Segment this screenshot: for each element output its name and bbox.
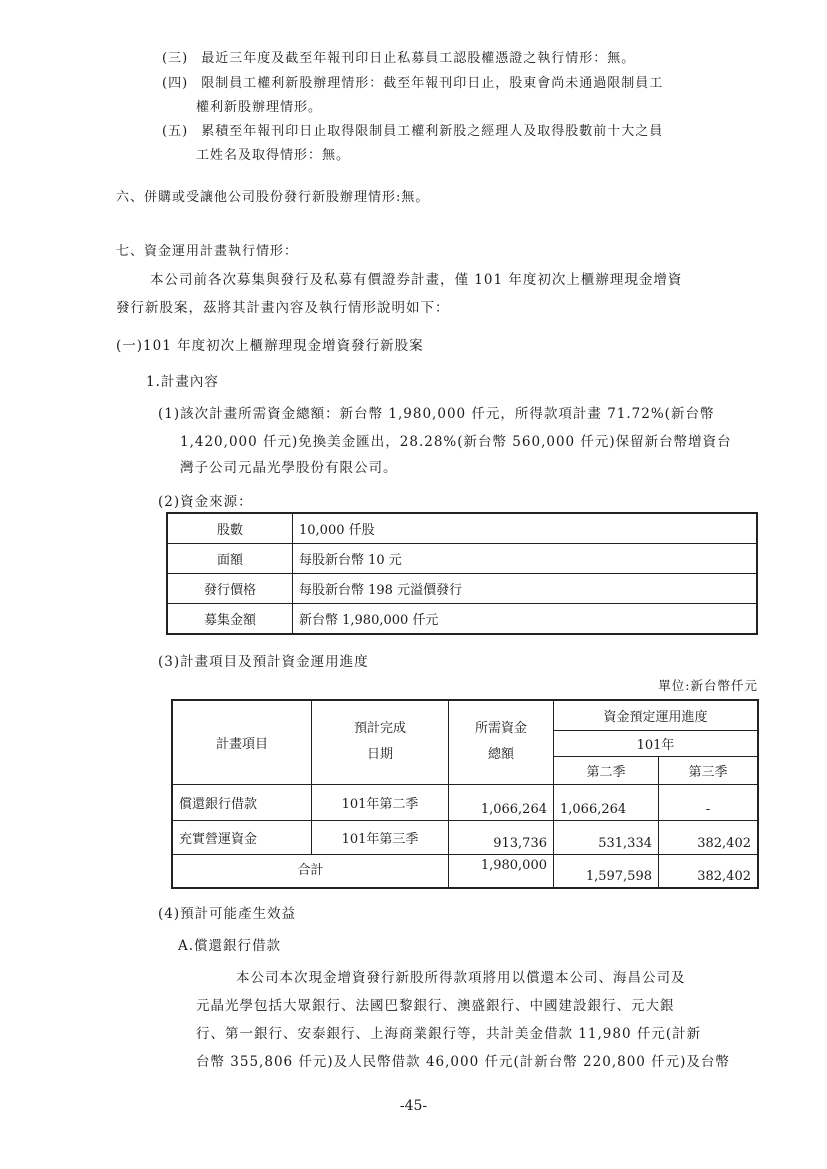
table-row xyxy=(172,820,758,854)
item-5-text-cont: 工姓名及取得情形：無。 xyxy=(196,148,351,163)
funding-value: 新台幣 1,980,000 仟元 xyxy=(293,604,758,635)
section-7-para-line1: 本公司前各次募集與發行及私募有價證券計畫，僅 101 年度初次上櫃辦理現金增資 xyxy=(150,272,683,288)
benefit-a-title: A.償還銀行借款 xyxy=(178,938,282,954)
benefit-a-line2: 元晶光學包括大眾銀行、法國巴黎銀行、澳盛銀行、中國建設銀行、元大銀 xyxy=(196,998,675,1014)
header-q3: 第三季 xyxy=(659,756,759,784)
unit-label: 單位:新台幣仟元 xyxy=(658,678,758,693)
header-expected-date-l1: 預計完成 xyxy=(353,721,406,737)
page-number: -45- xyxy=(399,1098,428,1114)
table-row xyxy=(167,544,757,574)
row-item: 充實營運資金 xyxy=(172,820,312,854)
item-3-label: (三) xyxy=(162,51,189,66)
header-required-total-l1: 所需資金 xyxy=(474,721,527,737)
funding-key: 發行價格 xyxy=(167,574,293,604)
row-q3: - xyxy=(659,784,759,820)
funding-key: 募集金額 xyxy=(167,604,293,635)
section-7-title: 七、資金運用計畫執行情形： xyxy=(116,244,299,259)
plan-item-1-line1: (1)該次計畫所需資金總額：新台幣 1,980,000 仟元，所得款項計畫 71.72%(新台幣 xyxy=(158,406,715,422)
item-5-text: 累積至年報刊印日止取得限制員工權利新股之經理人及取得股數前十大之員 xyxy=(201,124,664,139)
header-required-total-l2: 總額 xyxy=(487,747,514,763)
item-3-text: 最近三年度及截至年報刊印日止私募員工認股權憑證之執行情形：無。 xyxy=(201,51,636,66)
subsection-1-title: (一)101 年度初次上櫃辦理現金增資發行新股案 xyxy=(116,338,424,354)
section-7-para-line2: 發行新股案，茲將其計畫內容及執行情形說明如下： xyxy=(116,300,450,316)
plan-item-3-title: (3)計畫項目及預計資金運用進度 xyxy=(158,654,369,670)
funding-source-table xyxy=(166,512,758,635)
item-5 xyxy=(162,120,663,139)
table-row xyxy=(167,574,757,604)
item-4-label: (四) xyxy=(162,76,189,91)
funding-value: 10,000 仟股 xyxy=(293,513,758,544)
sum-q2: 1,597,598 xyxy=(554,854,659,888)
funding-value: 每股新台幣 10 元 xyxy=(293,544,758,574)
row-date: 101年第二季 xyxy=(312,784,449,820)
header-progress: 資金預定運用進度 xyxy=(554,700,759,730)
row-date: 101年第三季 xyxy=(312,820,449,854)
fund-progress-table xyxy=(171,699,759,889)
item-5-label: (五) xyxy=(162,124,189,139)
item-3 xyxy=(162,47,635,66)
row-q2: 531,334 xyxy=(554,820,659,854)
item-4 xyxy=(162,72,663,91)
plan-item-1-line2: 1,420,000 仟元)免換美金匯出，28.28%(新台幣 560,000 仟元)保留新台幣增資台 xyxy=(180,434,732,450)
header-plan-item: 計畫項目 xyxy=(172,700,312,784)
benefit-a-line4: 台幣 355,806 仟元)及人民幣借款 46,000 仟元(計新台幣 220,800 仟元)及台幣 xyxy=(196,1054,730,1070)
funding-key: 股數 xyxy=(167,513,293,544)
funding-value: 每股新台幣 198 元溢價發行 xyxy=(293,574,758,604)
table-row xyxy=(167,513,757,544)
sum-total: 1,980,000 xyxy=(449,854,554,888)
benefit-a-line3: 行、第一銀行、安泰銀行、上海商業銀行等，共計美金借款 11,980 仟元(計新 xyxy=(196,1026,702,1042)
row-total: 1,066,264 xyxy=(449,784,554,820)
row-q3: 382,402 xyxy=(659,820,759,854)
benefit-a-line1: 本公司本次現金增資發行新股所得款項將用以償還本公司、海昌公司及 xyxy=(236,970,686,986)
row-total: 913,736 xyxy=(449,820,554,854)
plan-item-1-line3: 灣子公司元晶光學股份有限公司。 xyxy=(180,460,398,476)
table-row xyxy=(172,784,758,820)
section-6: 六、併購或受讓他公司股份發行新股辦理情形:無。 xyxy=(116,190,430,205)
table-sum-row xyxy=(172,854,758,888)
table-row xyxy=(167,604,757,635)
funding-key: 面額 xyxy=(167,544,293,574)
sum-label: 合計 xyxy=(172,854,449,888)
item-4-text: 限制員工權利新股辦理情形：截至年報刊印日止，股東會尚未通過限制員工 xyxy=(201,76,664,91)
item-4-text-cont: 權利新股辦理情形。 xyxy=(196,100,323,115)
header-q2: 第二季 xyxy=(554,756,659,784)
header-expected-date-l2: 日期 xyxy=(366,747,393,763)
header-required-total xyxy=(449,700,554,784)
header-year: 101年 xyxy=(554,730,759,756)
sum-q3: 382,402 xyxy=(659,854,759,888)
plan-item-4-title: (4)預計可能產生效益 xyxy=(158,906,297,922)
row-q2: 1,066,264 xyxy=(554,784,659,820)
row-item: 償還銀行借款 xyxy=(172,784,312,820)
plan-item-2-title: (2)資金來源： xyxy=(158,494,253,510)
table-header-row xyxy=(172,700,758,730)
plan-content-title: 1.計畫內容 xyxy=(146,374,219,390)
header-expected-date xyxy=(312,700,449,784)
